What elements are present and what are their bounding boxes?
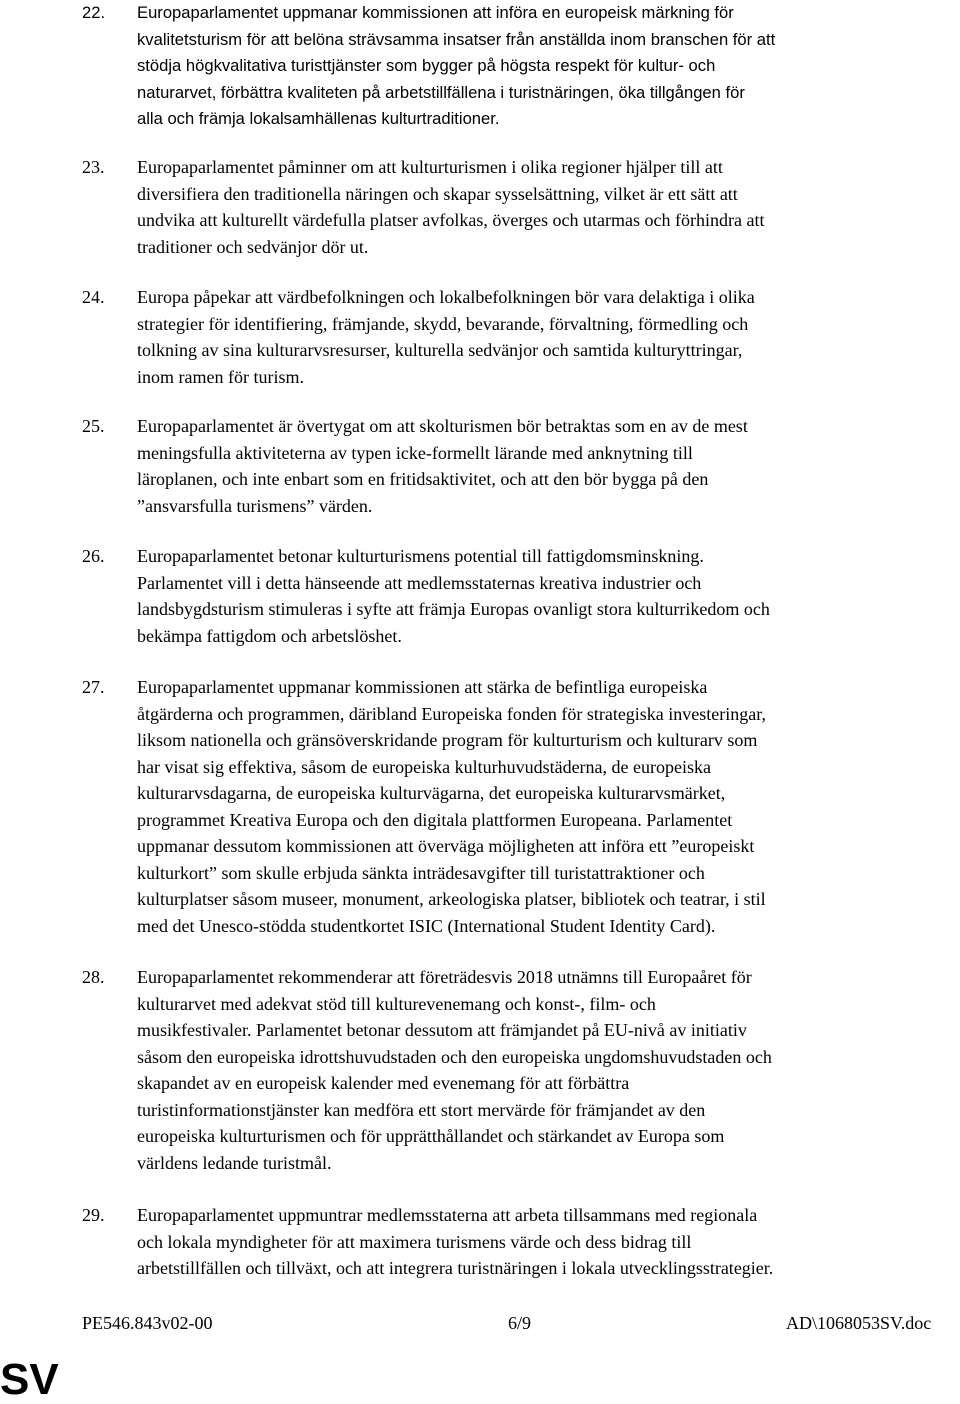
text-line: Europaparlamentet uppmanar kommissionen att införa en europeisk märkning för (137, 3, 734, 22)
text-line: ”ansvarsfulla turismens” värden. (137, 495, 373, 516)
language-code: SV (0, 1355, 59, 1404)
text-line: undvika att kulturellt värdefulla platser avfolkas, överges och utarmas och förhindra att (137, 210, 765, 230)
text-line: världens ledande turistmål. (137, 1152, 332, 1173)
paragraph-text (137, 964, 772, 1176)
text-line: Europa påpekar att värdbefolkningen och lokalbefolkningen bör vara delaktiga i olika (137, 287, 755, 307)
text-line: tolkning av sina kulturarvsresurser, kulturella sedvänjor och samtida kulturyttringar, (137, 340, 743, 360)
text-line: Europaparlamentet påminner om att kulturturismen i olika regioner hjälper till att (137, 157, 723, 177)
text-line: traditioner och sedvänjor dör ut. (137, 236, 369, 257)
paragraph-text (137, 1202, 773, 1282)
text-line: landsbygdsturism stimuleras i syfte att främja Europas ovanligt stora kulturrikedom och (137, 599, 770, 619)
text-line: Europaparlamentet uppmanar kommissionen att stärka de befintliga europeiska (137, 677, 708, 697)
text-line: musikfestivaler. Parlamentet betonar dessutom att främjandet på EU-nivå av initiativ (137, 1020, 747, 1040)
text-line: liksom nationella och gränsöverskridande program för kulturturism och kulturarv som (137, 730, 758, 750)
text-line: kulturarvsdagarna, de europeiska kulturvägarna, det europeiska kulturarvsmärket, (137, 783, 726, 803)
text-line: Europaparlamentet betonar kulturturismens potential till fattigdomsminskning. (137, 546, 704, 566)
text-line: diversifiera den traditionella näringen och skapar sysselsättning, vilket är ett sätt att (137, 183, 738, 204)
text-line: europeiska kulturturismen och för upprätthållandet och stärkandet av Europa som (137, 1126, 725, 1146)
text-line: kulturkort” som skulle erbjuda sänkta inträdesavgifter till turistattraktioner och (137, 862, 705, 883)
text-line: programmet Kreativa Europa och den digitala plattformen Europeana. Parlamentet (137, 809, 733, 830)
text-line: inom ramen för turism. (137, 366, 304, 387)
text-line: kulturplatser såsom museer, monument, arkeologiska platser, bibliotek och teatrar, i stil (137, 889, 766, 909)
text-line: kulturarvet med adekvat stöd till kulturevenemang och konst-, film- och (137, 993, 656, 1014)
text-line: Europaparlamentet är övertygat om att skolturismen bör betraktas som en av de mest (137, 416, 748, 436)
text-line: och lokala myndigheter för att maximera turismens värde och dess bidrag till (137, 1231, 692, 1252)
paragraph-number: 22. (82, 3, 106, 22)
paragraph-number: 27. (82, 677, 105, 697)
text-line: alla och främja lokalsamhällenas kulturtraditioner. (137, 109, 500, 128)
text-line: har visat sig effektiva, såsom de europeiska kulturhuvudstäderna, de europeiska (137, 756, 711, 777)
text-line: stödja högkvalitativa turisttjänster som bygger på högsta respekt för kultur- och (137, 56, 716, 75)
paragraph-number: 25. (82, 416, 105, 436)
paragraph-text (137, 284, 755, 390)
text-line: naturarvet, förbättra kvaliteten på arbetstillfällena i turistnäringen, öka tillgången för (137, 82, 745, 102)
paragraph-text (137, 543, 770, 649)
text-line: skapandet av en europeisk kalender med evenemang för att förbättra (137, 1073, 630, 1093)
paragraph-text (137, 413, 748, 519)
text-line: läroplanen, och inte enbart som en fritidsaktivitet, och att den bör bygga på den (137, 469, 709, 489)
footer-reference: PE546.843v02-00 (82, 1313, 213, 1333)
paragraph-number: 24. (82, 287, 105, 307)
text-line: Europaparlamentet rekommenderar att företrädesvis 2018 utnämns till Europaåret för (137, 967, 752, 987)
footer-filename: AD\1068053SV.doc (786, 1313, 932, 1333)
paragraph-number: 28. (82, 967, 105, 987)
text-line: bekämpa fattigdom och arbetslöshet. (137, 625, 402, 646)
text-line: meningsfulla aktiviteterna av typen icke-formellt lärande med anknytning till (137, 442, 693, 463)
paragraph-text (137, 674, 766, 939)
text-line: uppmanar dessutom kommissionen att överväga möjligheten att införa ett ”europeiskt (137, 836, 755, 856)
text-line: såsom den europeiska idrottshuvudstaden och den europeiska ungdomshuvudstaden och (137, 1046, 772, 1067)
paragraph-text (137, 154, 764, 260)
text-line: med det Unesco-stödda studentkortet ISIC (International Student Identity Card). (137, 915, 716, 936)
text-line: åtgärderna och programmen, däribland Europeiska fonden för strategiska investeringar, (137, 703, 767, 724)
text-line: Parlamentet vill i detta hänseende att medlemsstaternas kreativa industrier och (137, 572, 702, 593)
footer-page-number: 6/9 (508, 1313, 532, 1333)
paragraph-number: 23. (82, 157, 105, 177)
paragraph-number: 26. (82, 546, 105, 566)
text-line: Europaparlamentet uppmuntrar medlemsstaterna att arbeta tillsammans med regionala (137, 1205, 758, 1225)
paragraph-number: 29. (82, 1205, 105, 1225)
text-line: turistinformationstjänster kan medföra ett stort mervärde för främjandet av den (137, 1099, 706, 1120)
text-line: arbetstillfällen och tillväxt, och att integrera turistnäringen i lokala utvecklingsstrategier. (137, 1258, 774, 1278)
text-line: strategier för identifiering, främjande, skydd, bevarande, förvaltning, förmedling och (137, 313, 749, 334)
paragraph-text (137, 0, 775, 133)
text-line: kvalitetsturism för att belöna strävsamma insatser från anställda inom branschen för att (137, 29, 776, 49)
